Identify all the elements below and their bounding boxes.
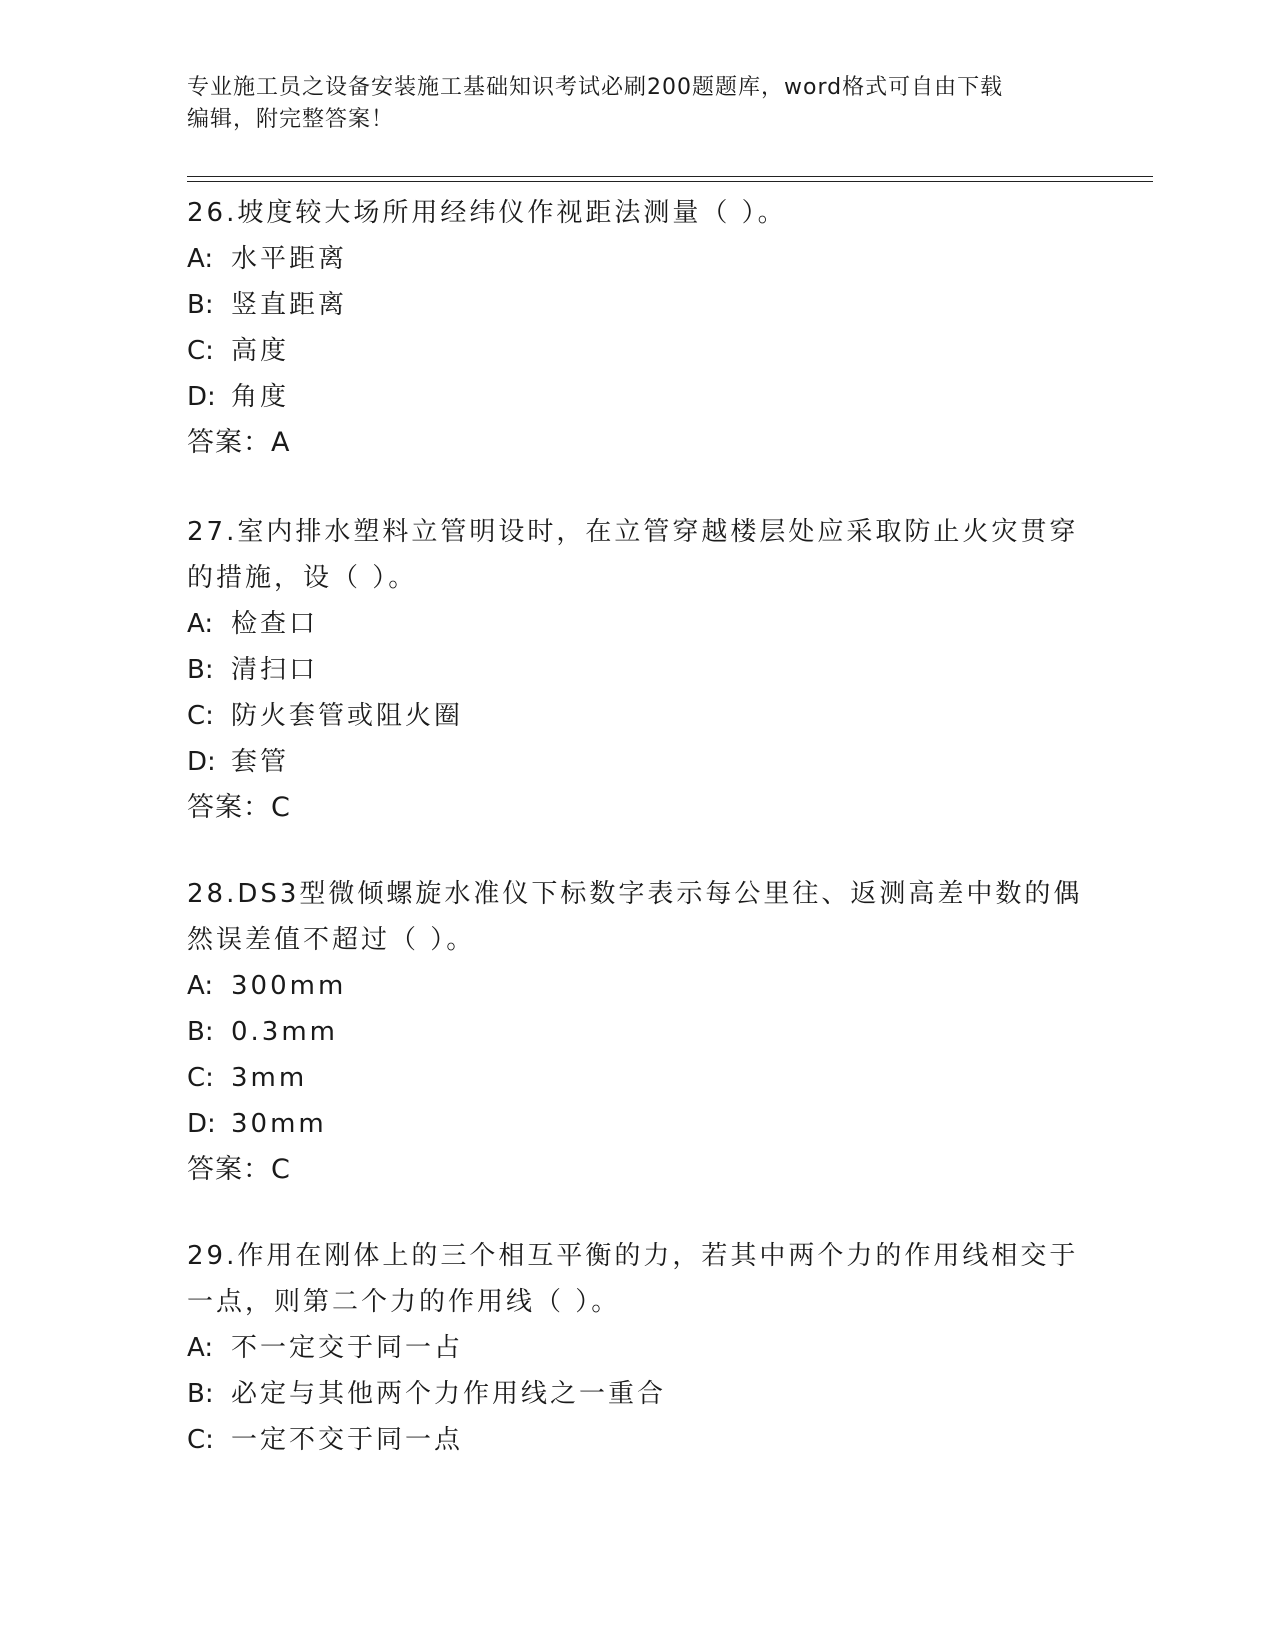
- option-text: 3mm: [231, 1063, 308, 1093]
- option-letter: C:: [187, 1425, 214, 1455]
- option-c: [187, 693, 1087, 739]
- option-c: [187, 1055, 1087, 1101]
- option-letter: A:: [187, 971, 214, 1001]
- option-a: [187, 236, 1087, 282]
- question-stem-line-1: 29.作用在刚体上的三个相互平衡的力，若其中两个力的作用线相交于: [187, 1241, 1079, 1271]
- option-text: 不一定交于同一占: [231, 1333, 464, 1363]
- option-text: 必定与其他两个力作用线之一重合: [231, 1379, 667, 1409]
- option-a: [187, 963, 1087, 1009]
- option-letter: A:: [187, 1333, 214, 1363]
- option-text: 一定不交于同一点: [231, 1425, 464, 1455]
- option-text: 角度: [231, 382, 290, 412]
- option-c: [187, 1417, 1087, 1463]
- question-29: [187, 1233, 1087, 1463]
- option-b: [187, 647, 1087, 693]
- option-a: [187, 601, 1087, 647]
- option-text: 300mm: [231, 971, 347, 1001]
- answer-line: 答案：C: [187, 792, 291, 823]
- question-stem-line-2: 然误差值不超过（ ）。: [187, 925, 476, 955]
- option-d: [187, 1101, 1087, 1147]
- option-letter: C:: [187, 1063, 214, 1093]
- question-stem-line-1: 27.室内排水塑料立管明设时，在立管穿越楼层处应采取防止火灾贯穿: [187, 517, 1079, 547]
- question-stem-line-2: 一点，则第二个力的作用线（ ）。: [187, 1287, 621, 1317]
- header-line-2: 编辑，附完整答案！: [187, 107, 395, 132]
- header-divider-top: [187, 176, 1153, 177]
- option-letter: A:: [187, 609, 214, 639]
- option-c: [187, 328, 1087, 374]
- option-letter: B:: [187, 290, 214, 320]
- question-28: [187, 871, 1087, 1193]
- option-letter: C:: [187, 701, 214, 731]
- option-text: 清扫口: [231, 655, 319, 685]
- option-letter: B:: [187, 1379, 214, 1409]
- document-header: [187, 72, 1087, 136]
- option-text: 检查口: [231, 609, 319, 639]
- question-stem: 26.坡度较大场所用经纬仪作视距法测量（ ）。: [187, 198, 787, 228]
- question-stem-line-1: 28.DS3型微倾螺旋水准仪下标数字表示每公里往、返测高差中数的偶: [187, 879, 1083, 909]
- option-text: 水平距离: [231, 244, 348, 274]
- option-letter: B:: [187, 1017, 214, 1047]
- option-text: 防火套管或阻火圈: [231, 701, 464, 731]
- option-b: [187, 1371, 1087, 1417]
- option-text: 30mm: [231, 1109, 327, 1139]
- header-divider-bottom: [187, 181, 1153, 182]
- header-line-1: 专业施工员之设备安装施工基础知识考试必刷200题题库，word格式可自由下载: [187, 75, 1004, 100]
- option-b: [187, 1009, 1087, 1055]
- option-b: [187, 282, 1087, 328]
- option-letter: D:: [187, 747, 216, 777]
- option-d: [187, 374, 1087, 420]
- option-letter: D:: [187, 1109, 216, 1139]
- option-letter: B:: [187, 655, 214, 685]
- option-text: 套管: [231, 747, 290, 777]
- option-text: 高度: [231, 336, 290, 366]
- option-text: 竖直距离: [231, 290, 348, 320]
- question-stem-line-2: 的措施，设（ ）。: [187, 563, 418, 593]
- option-letter: C:: [187, 336, 214, 366]
- option-text: 0.3mm: [231, 1017, 339, 1047]
- option-d: [187, 739, 1087, 785]
- option-letter: A:: [187, 244, 214, 274]
- question-26: [187, 190, 1087, 466]
- answer-line: 答案：A: [187, 427, 291, 458]
- option-a: [187, 1325, 1087, 1371]
- option-letter: D:: [187, 382, 216, 412]
- answer-line: 答案：C: [187, 1154, 291, 1185]
- question-27: [187, 509, 1087, 831]
